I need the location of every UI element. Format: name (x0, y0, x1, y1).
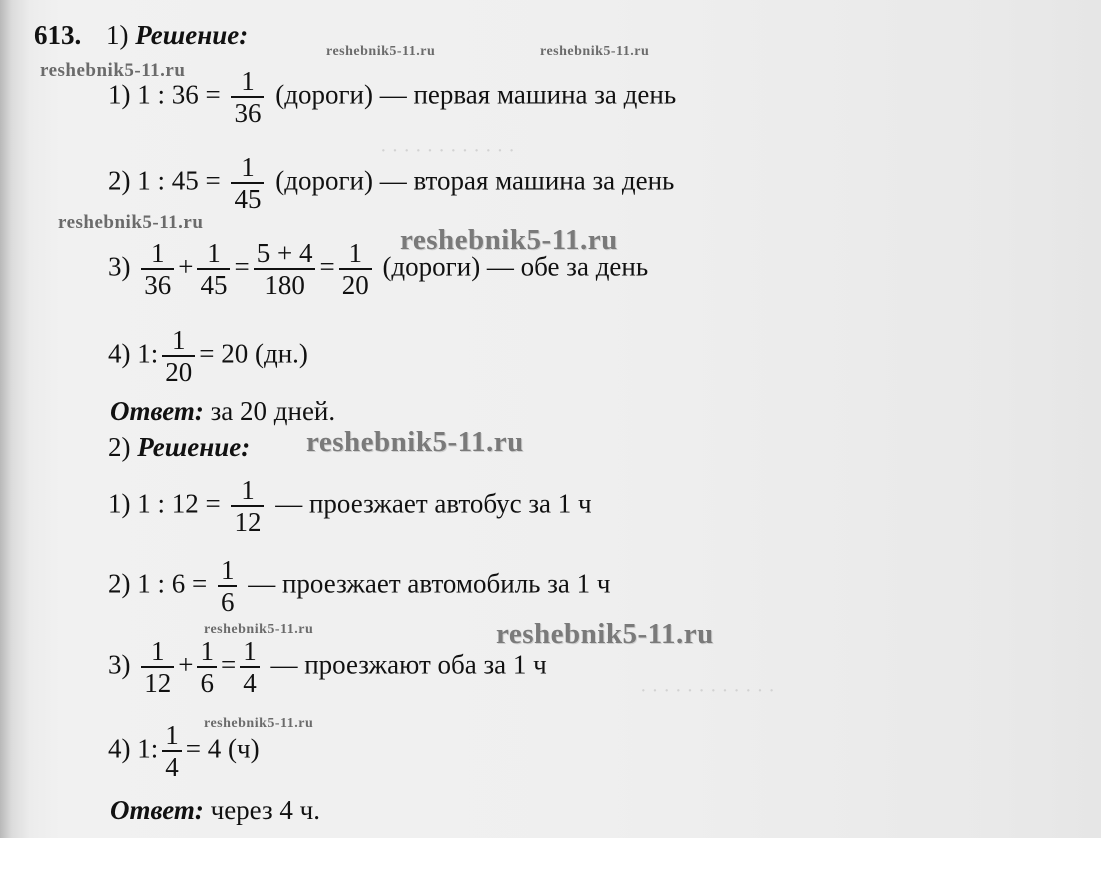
part2-header (108, 434, 250, 461)
part1-header (106, 22, 248, 49)
fraction: $\frac{1}{6}$ (218, 555, 238, 617)
part2-solution-label: Решение: (137, 432, 251, 462)
fraction: $\frac{1}{12}$ (231, 475, 264, 537)
fraction: $\frac{1}{6}$ (197, 636, 217, 698)
problem-number: 613. (34, 20, 82, 50)
part2-step-3: 3) $\frac{1}{12}$ + $\frac{1}{6}$ = $\frac{1}{4}$ — проезжают оба за 1 ч (108, 636, 547, 699)
fraction: $\frac{1}{45}$ (231, 152, 264, 214)
watermark: reshebnik5-11.ru (400, 224, 618, 256)
watermark: reshebnik5-11.ru (496, 618, 714, 650)
watermark: reshebnik5-11.ru (326, 44, 436, 59)
fraction: $\frac{1}{12}$ (141, 636, 174, 698)
part2-answer: Ответ: через 4 ч. (110, 795, 320, 825)
part2-number: 2) (108, 432, 131, 462)
part1-step-1: 1) 1 : 36 = $\frac{1}{36}$ (дороги) — первая машина за день (108, 66, 677, 129)
watermark: reshebnik5-11.ru (204, 716, 314, 731)
fraction: $\frac{1}{4}$ (162, 720, 182, 782)
bleed-through-text: · · · · · · · · · · · · (640, 680, 775, 702)
fraction: $\frac{1}{4}$ (240, 636, 260, 698)
part1-number: 1) (106, 20, 129, 50)
watermark: reshebnik5-11.ru (540, 44, 650, 59)
part2-step-1: 1) 1 : 12 = $\frac{1}{12}$ — проезжает автобус за 1 ч (108, 475, 592, 538)
part1-step-2: 2) 1 : 45 = $\frac{1}{45}$ (дороги) — вторая машина за день (108, 152, 675, 215)
fraction: $\frac{1}{36}$ (231, 66, 264, 128)
watermark: reshebnik5-11.ru (204, 622, 314, 637)
part1-step-4: 4) 1: $\frac{1}{20}$ = 20 (дн.) (108, 325, 308, 388)
part1-solution-label: Решение: (135, 20, 249, 50)
fraction: $\frac{5 + 4}{180}$ (254, 238, 316, 300)
watermark: reshebnik5-11.ru (306, 426, 524, 458)
fraction: $\frac{1}{20}$ (162, 325, 195, 387)
fraction: $\frac{1}{45}$ (197, 238, 230, 300)
part2-step-2: 2) 1 : 6 = $\frac{1}{6}$ — проезжает автомобиль за 1 ч (108, 555, 611, 618)
fraction: $\frac{1}{36}$ (141, 238, 174, 300)
part1-answer: Ответ: за 20 дней. (110, 396, 336, 426)
watermark: reshebnik5-11.ru (40, 60, 186, 81)
answer-label: Ответ: (110, 396, 204, 426)
fraction: $\frac{1}{20}$ (339, 238, 372, 300)
part2-step-4: 4) 1: $\frac{1}{4}$ = 4 (ч) (108, 720, 260, 783)
part1-step-3: 3) $\frac{1}{36}$ + $\frac{1}{45}$ = $\frac{5 + 4}{180}$ = $\frac{1}{20}$ (дороги) — обе за день (108, 238, 649, 301)
bleed-through-text: · · · · · · · · · · · · (380, 140, 515, 162)
answer-label: Ответ: (110, 795, 204, 825)
watermark: reshebnik5-11.ru (58, 212, 204, 233)
